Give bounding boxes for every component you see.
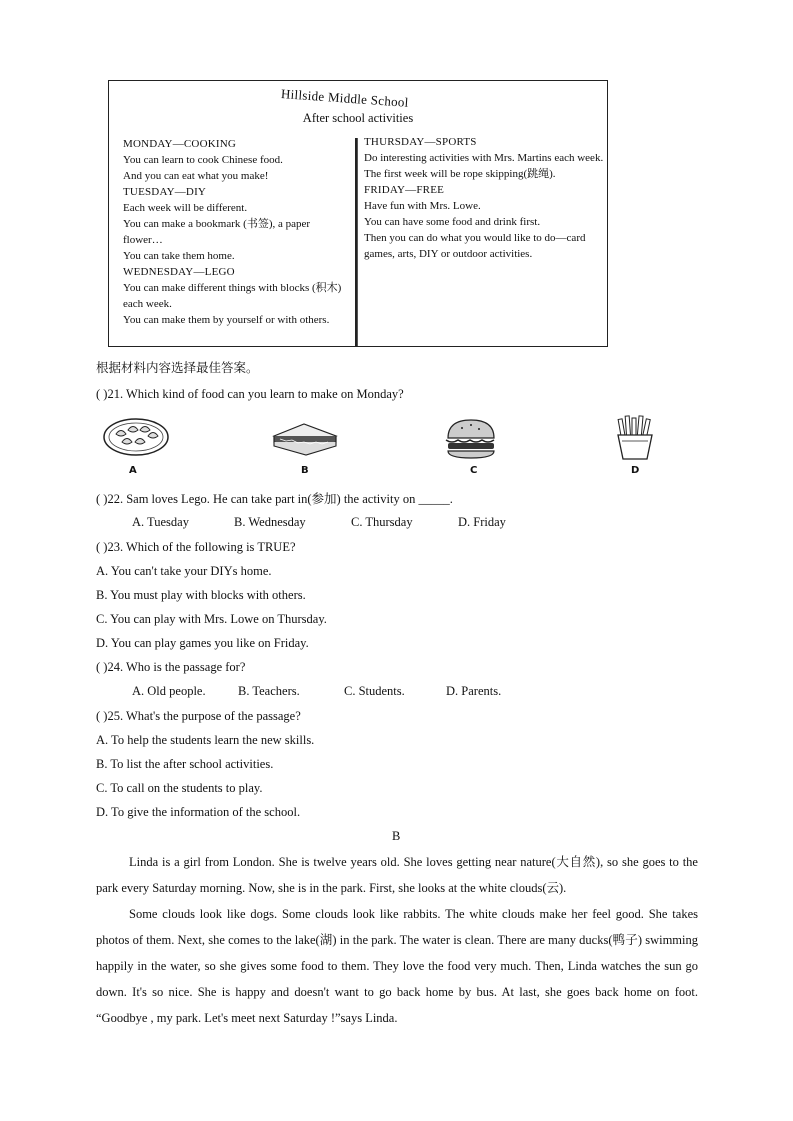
day-heading: WEDNESDAY—LEGO (123, 266, 235, 278)
option: B. To list the after school activities. (96, 757, 274, 771)
option: D. Parents. (446, 684, 502, 698)
activity-line: The first week will be rope skipping(跳绳). (364, 168, 556, 180)
option-label: A (129, 465, 137, 476)
day-heading: MONDAY—COOKING (123, 138, 237, 150)
column-divider-inner (357, 138, 358, 346)
passage-paragraph: Linda is a girl from London. She is twelve years old. She loves getting near nature(大自然), so she goes to the park every Saturday morning. Now, she is in the park. First, she looks at the white clouds(云). (96, 855, 698, 895)
option: B. Teachers. (238, 684, 300, 698)
option: D. To give the information of the school. (96, 805, 301, 819)
passage-paragraph: Some clouds look like dogs. Some clouds look like rabbits. The white clouds make her feel good. She takes photos of them. Next, she comes to the lake(湖) in the park. The water is clean. There are many ducks(鸭子) swimming happily in the water, so she gives some food to them. They love the food very much. Then, Linda watches the sun go down. It's so nice. She is happy and doesn't want to go back home by bus. At last, she goes back home on foot. “Goodbye , my park. Let's meet next Saturday !”says Linda. (96, 907, 698, 1025)
option: D. Friday (458, 515, 506, 529)
hamburger-icon (444, 418, 498, 465)
option: B. You must play with blocks with others. (96, 588, 306, 602)
activity-line: Do interesting activities with Mrs. Martins each week. (364, 152, 604, 164)
day-heading: FRIDAY—FREE (364, 184, 445, 196)
option: A. You can't take your DIYs home. (96, 564, 272, 578)
activity-line: You can have some food and drink first. (364, 216, 541, 228)
activity-line: And you can eat what you make! (123, 170, 269, 182)
option-label: D (631, 465, 640, 476)
activity-line: You can make them by yourself or with others. (123, 314, 330, 326)
option: A. Old people. (132, 684, 206, 698)
question-21: ( )21. Which kind of food can you learn to make on Monday? (96, 387, 404, 401)
activities-notice (108, 80, 608, 347)
question-24: ( )24. Who is the passage for? (96, 660, 246, 674)
notice-subtitle: After school activities (302, 111, 414, 125)
sandwich-icon (270, 420, 340, 461)
day-heading: THURSDAY—SPORTS (364, 136, 477, 148)
activity-line: You can learn to cook Chinese food. (123, 154, 283, 166)
activity-line: Have fun with Mrs. Lowe. (364, 200, 481, 212)
option: B. Wednesday (234, 515, 306, 529)
option: A. Tuesday (132, 515, 189, 529)
day-heading: TUESDAY—DIY (123, 186, 207, 198)
activity-line: You can make a bookmark (书签), a paper flower… (123, 218, 311, 246)
option-label: C (470, 465, 478, 476)
activity-line: Then you can do what you would like to do—card games, arts, DIY or outdoor activities. (364, 232, 586, 260)
question-23: ( )23. Which of the following is TRUE? (96, 540, 296, 554)
section-label: B (392, 829, 401, 843)
option-label: B (301, 465, 309, 476)
question-25: ( )25. What's the purpose of the passage? (96, 709, 301, 723)
option: C. Thursday (351, 515, 413, 529)
option: C. To call on the students to play. (96, 781, 263, 795)
activity-line: You can make different things with blocks (积木) each week. (123, 282, 342, 310)
dumplings-icon (102, 416, 170, 463)
option: C. You can play with Mrs. Lowe on Thursday. (96, 612, 327, 626)
notice-right-column (364, 134, 604, 262)
school-name: Hillside Middle School (280, 86, 410, 110)
option: A. To help the students learn the new skills. (96, 733, 315, 747)
activity-line: You can take them home. (123, 250, 235, 262)
notice-left-column (123, 136, 351, 328)
fries-icon (612, 415, 658, 466)
question-22: ( )22. Sam loves Lego. He can take part in(参加) the activity on _____. (96, 492, 453, 506)
option: D. You can play games you like on Friday. (96, 636, 309, 650)
instruction: 根据材料内容选择最佳答案。 (96, 361, 259, 375)
activity-line: Each week will be different. (123, 202, 248, 214)
option: C. Students. (344, 684, 405, 698)
